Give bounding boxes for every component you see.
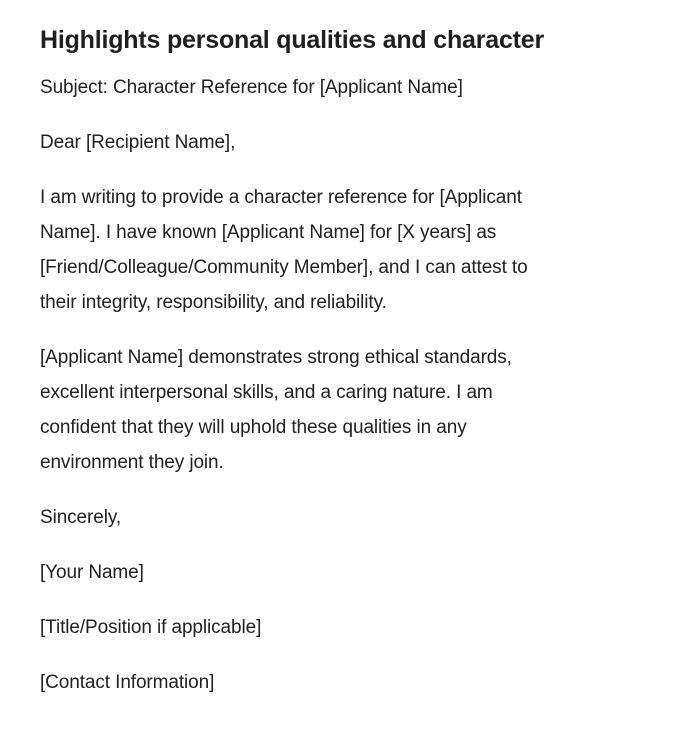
letter-subject-line: Subject: Character Reference for [Applicant Name] xyxy=(40,77,463,98)
letter-signature-contact: [Contact Information] xyxy=(40,672,215,693)
letter-body-paragraph-2: [Applicant Name] demonstrates strong ethical standards, excellent interpersonal skills, and a caring nature. I am confident that they will uphold these qualities in any environment they join. xyxy=(40,347,512,473)
letter-closing: Sincerely, xyxy=(40,507,122,528)
letter-body-paragraph-1: I am writing to provide a character reference for [Applicant Name]. I have known [Applicant Name] for [X years] as [Friend/Colleague/Community Member], and I can attest to their integrity, responsibility, and reliability. xyxy=(40,187,528,313)
letter-salutation: Dear [Recipient Name], xyxy=(40,132,236,153)
section-heading: Highlights personal qualities and character xyxy=(40,26,545,54)
letter-signature-title: [Title/Position if applicable] xyxy=(40,617,262,638)
letter-signature-name: [Your Name] xyxy=(40,562,144,583)
